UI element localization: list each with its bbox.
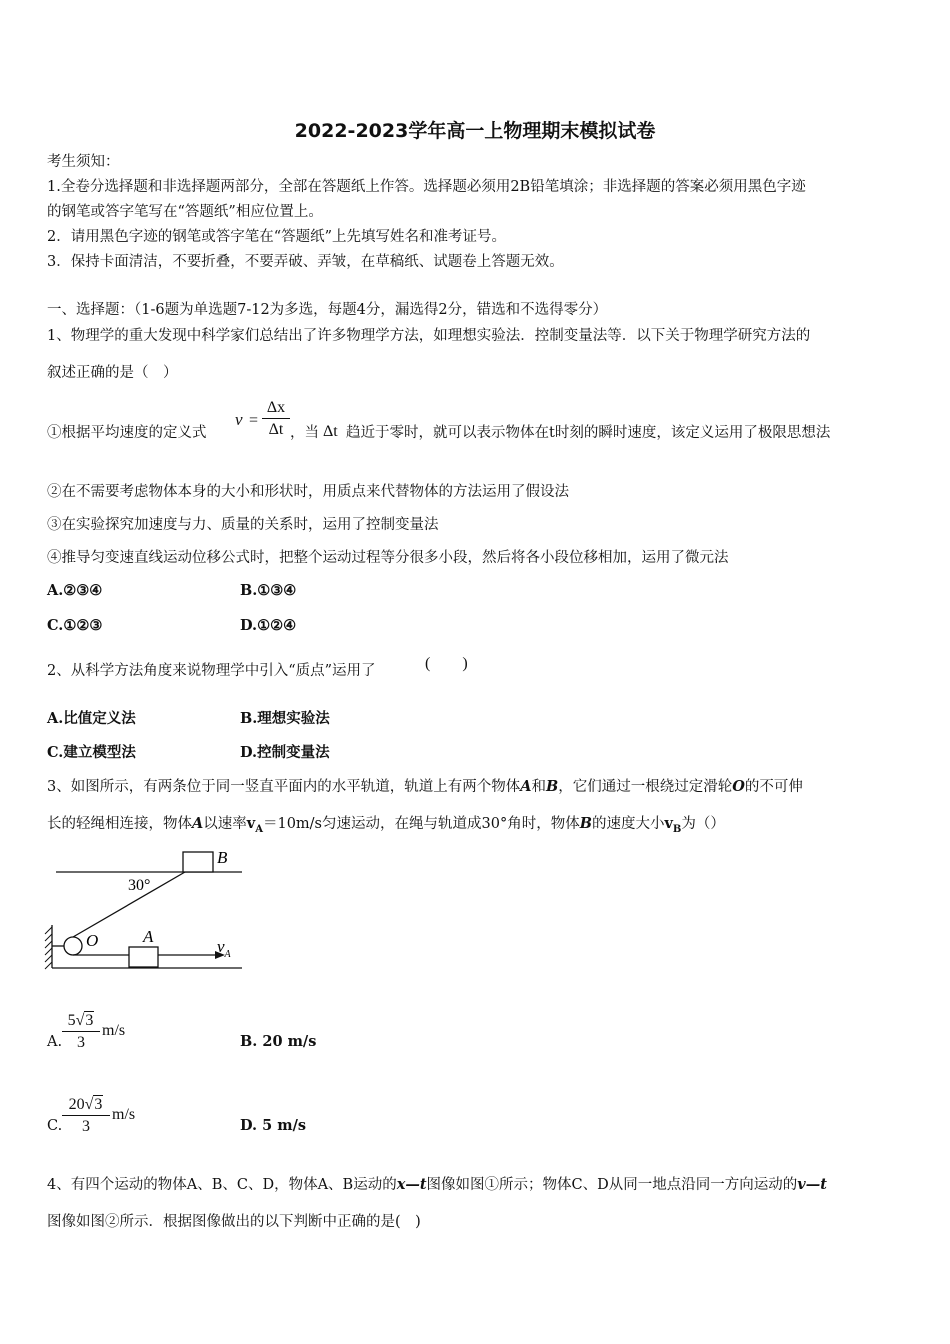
section-heading: 一、选择题：（1-6题为单选题7-12为多选，每题4分，漏选得2分，错选和不选得零分） — [47, 302, 608, 318]
q1-formula-num: Δx — [266, 399, 286, 416]
page-title: 2022-2023学年高一上物理期末模拟试卷 — [294, 120, 656, 142]
q3-stem-line-1 — [47, 778, 803, 796]
q3-option-a-num: 5√3 — [67, 1012, 94, 1029]
q1-option-c[interactable]: C.①②③ — [47, 617, 103, 634]
q3-object-b: B — [546, 778, 559, 795]
q1-option-d[interactable]: D.①②④ — [240, 617, 297, 634]
q3-speed-vb: $v_B$ — [664, 815, 682, 835]
q1-statement-3: ③在实验探究加速度与力、质量的关系时，运用了控制变量法 — [47, 517, 439, 533]
q3-object-a: A — [520, 778, 532, 795]
coefficient: 5 — [67, 1012, 76, 1029]
q3-stem-text: 的不可伸 — [744, 779, 803, 795]
pulley-o — [64, 937, 82, 955]
q1-option-a[interactable]: A.②③④ — [47, 582, 103, 599]
notice-heading: 考生须知： — [47, 154, 120, 170]
angle-label: 30° — [128, 877, 151, 894]
q1-statement-1-pre: ①根据平均速度的定义式 — [47, 425, 207, 441]
q1-statement-4: ④推导匀变速直线运动位移公式时，把整个运动过程等分很多小段，然后将各小段位移相加，运用了微元法 — [47, 550, 729, 566]
q3-option-c-den: 3 — [82, 1118, 90, 1135]
q3-stem-text: 的速度大小 — [591, 816, 665, 832]
q4-stem-line-2: 图像如图②所示．根据图像做出的以下判断中正确的是( ) — [47, 1214, 421, 1230]
q2-stem: 2、从科学方法角度来说物理学中引入“质点”运用了 — [47, 663, 376, 679]
q3-pulley-diagram — [40, 845, 255, 975]
q3-option-c-label[interactable]: C. — [47, 1118, 63, 1134]
q1-formula-fraction — [262, 398, 290, 439]
q3-option-a-den: 3 — [77, 1034, 85, 1051]
q1-stem: 1、物理学的重大发现中科学家们总结出了许多物理学方法，如理想实验法．控制变量法等．以下关于物理学研究方法的 — [47, 328, 811, 344]
fraction-bar — [62, 1031, 100, 1032]
label-b: B — [217, 848, 228, 867]
q3-object-a: A — [192, 815, 204, 832]
label-va-v: v — [217, 937, 225, 956]
q3-stem-line-2 — [47, 815, 725, 839]
q1-option-b[interactable]: B.①③④ — [240, 582, 297, 599]
q3-stem-text: 和 — [531, 779, 546, 795]
wall-hatching — [45, 927, 52, 969]
q3-stem-text: 3、如图所示，有两条位于同一竖直平面内的水平轨道，轨道上有两个物体 — [47, 779, 521, 795]
fraction-bar — [262, 418, 290, 419]
q3-stem-text: 以速率 — [203, 816, 247, 832]
radicand: 3 — [85, 1012, 94, 1029]
q3-stem-text: ，它们通过一根绕过定滑轮 — [558, 779, 733, 795]
coefficient: 20 — [68, 1096, 85, 1113]
q2-option-b[interactable]: B.理想实验法 — [240, 710, 330, 727]
q3-option-c-fraction[interactable] — [62, 1095, 110, 1136]
q1-formula-v: v — [235, 410, 243, 429]
label-va-sub: A — [224, 949, 231, 960]
notice-line-3: 3．保持卡面清洁，不要折叠，不要弄破、弄皱，在草稿纸、试题卷上答题无效。 — [47, 254, 564, 270]
q4-stem-line-1 — [47, 1176, 827, 1194]
q3-option-a-unit: m/s — [102, 1022, 126, 1039]
q1-statement-1-post: 趋近于零时，就可以表示物体在t时刻的瞬时速度，该定义运用了极限思想法 — [346, 425, 831, 441]
radicand: 3 — [94, 1096, 103, 1113]
block-a — [129, 947, 158, 967]
notice-line-2: 2．请用黑色字迹的钢笔或答字笔在“答题纸”上先填写姓名和准考证号。 — [47, 229, 507, 245]
q3-option-a-label[interactable]: A. — [47, 1034, 63, 1050]
q3-stem-text: 为（） — [681, 816, 725, 832]
q3-option-d[interactable]: D. 5 m/s — [240, 1117, 307, 1134]
notice-line-1: 1.全卷分选择题和非选择题两部分，全部在答题纸上作答。选择题必须用2B铅笔填涂；非选择题的答案必须用黑色字迹 — [47, 179, 806, 195]
q1-statement-2: ②在不需要考虑物体本身的大小和形状时，用质点来代替物体的方法运用了假设法 — [47, 484, 569, 500]
notice-line-1-cont: 的钢笔或答字笔写在“答题纸”相应位置上。 — [47, 204, 323, 220]
q3-stem-text: ＝10m/s匀速运动，在绳与轨道成30°角时，物体 — [262, 816, 580, 832]
q4-stem-text: 图像如图①所示；物体C、D从同一地点沿同一方向运动的 — [426, 1177, 798, 1193]
label-o: O — [86, 931, 99, 950]
q3-option-c-num: 20√3 — [68, 1096, 103, 1113]
q4-xt-graph-label: x—t — [396, 1176, 427, 1193]
q4-stem-text: 4、有四个运动的物体A、B、C、D，物体A、B运动的 — [47, 1177, 397, 1193]
fraction-bar — [62, 1115, 110, 1116]
q3-option-c-unit: m/s — [112, 1106, 136, 1123]
block-b — [183, 852, 213, 872]
q3-option-a-fraction[interactable] — [62, 1011, 100, 1052]
q2-option-a[interactable]: A.比值定义法 — [47, 710, 136, 727]
q2-option-c[interactable]: C.建立模型法 — [47, 744, 136, 761]
q2-option-d[interactable]: D.控制变量法 — [240, 744, 330, 761]
q2-answer-paren: ( ) — [425, 655, 468, 672]
q3-object-b: B — [579, 815, 592, 832]
q1-delta-t: Δt — [323, 423, 338, 440]
q4-vt-graph-label: v—t — [797, 1176, 827, 1193]
q3-option-b[interactable]: B. 20 m/s — [240, 1033, 317, 1050]
q3-speed-va: $v_A$ — [246, 815, 263, 835]
q3-pulley-o: O — [732, 778, 745, 795]
q1-formula-den: Δt — [268, 421, 284, 438]
q1-formula-eq: = — [249, 412, 259, 429]
q1-statement-1-mid: ，当 — [290, 425, 319, 441]
q1-stem-cont: 叙述正确的是（ ） — [47, 365, 178, 381]
label-a: A — [143, 927, 154, 946]
q3-stem-text: 长的轻绳相连接，物体 — [47, 816, 192, 832]
